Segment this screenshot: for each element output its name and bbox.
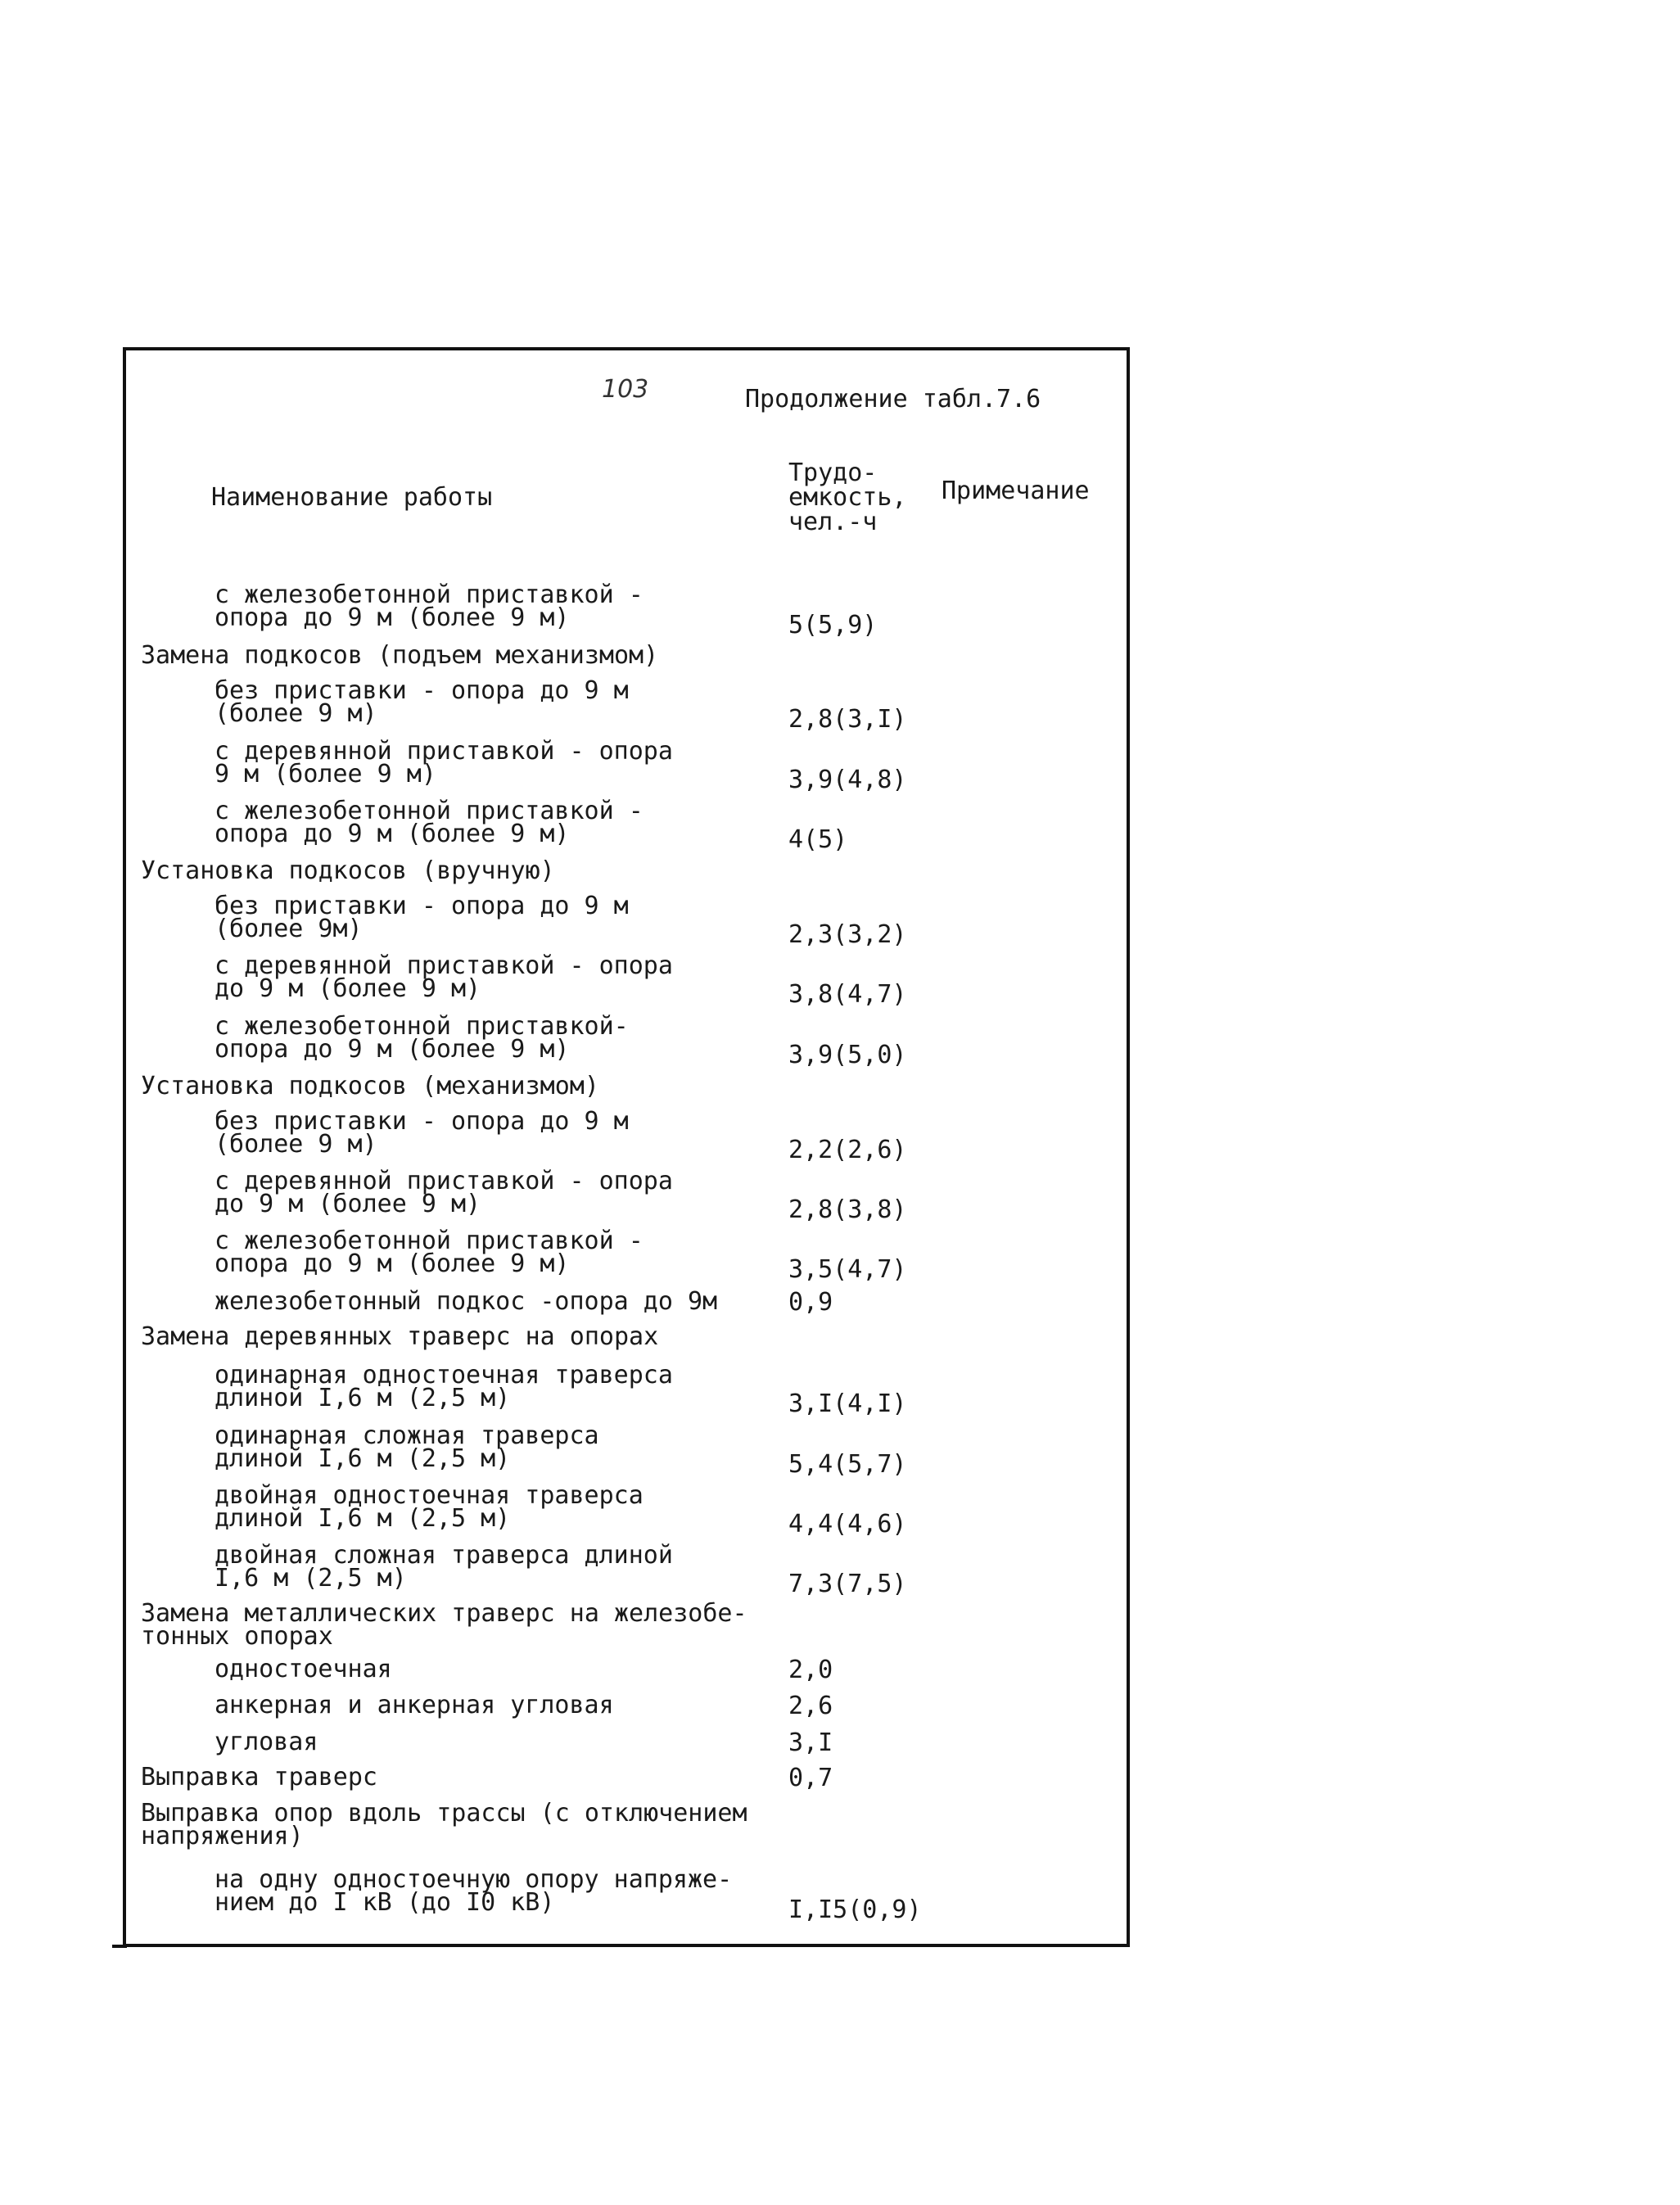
section-title: Установка подкосов (вручную) — [141, 856, 555, 885]
labor-value: 5,4(5,7) — [788, 1450, 907, 1479]
work-item-name: одностоечная — [215, 1655, 392, 1683]
header-labor: Трудо- емкость, чел.-ч — [788, 459, 907, 536]
section-title: Замена деревянных траверс на опорах — [141, 1322, 659, 1351]
labor-value: 2,6 — [788, 1692, 833, 1720]
work-item-name: без приставки - опора до 9 м (более 9 м) — [215, 676, 629, 728]
work-item-name: двойная одностоечная траверса длиной I,6 м (2,5 м) — [215, 1481, 644, 1533]
work-item-name: анкерная и анкерная угловая — [215, 1691, 614, 1719]
labor-value: 4(5) — [788, 825, 848, 854]
labor-value: 0,7 — [788, 1764, 833, 1792]
work-item-name: с деревянной приставкой - опора до 9 м (более 9 м) — [215, 1167, 673, 1218]
work-item-name: угловая — [215, 1728, 318, 1756]
work-item-name: одинарная сложная траверса длиной I,6 м (2,5 м) — [215, 1421, 599, 1473]
page-number: 103 — [602, 375, 649, 404]
work-item-name: с железобетонной приставкой - опора до 9 м (более 9 м) — [215, 797, 644, 848]
work-item-name: с железобетонной приставкой - опора до 9 м (более 9 м) — [215, 1227, 644, 1278]
header-note: Примечание — [942, 477, 1090, 505]
labor-value: 2,2(2,6) — [788, 1136, 907, 1164]
work-item-name: железобетонный подкос -опора до 9м — [215, 1287, 718, 1316]
labor-value: 7,3(7,5) — [788, 1570, 907, 1598]
work-item-name: с деревянной приставкой - опора до 9 м (более 9 м) — [215, 951, 673, 1003]
section-title: Замена металлических траверс на железобе- тонных опорах — [141, 1599, 747, 1651]
labor-value: 3,5(4,7) — [788, 1255, 907, 1284]
work-item-name: с железобетонной приставкой- опора до 9 м (более 9 м) — [215, 1012, 629, 1064]
labor-value: 3,I(4,I) — [788, 1389, 907, 1418]
labor-value: 3,9(4,8) — [788, 766, 907, 794]
section-title: Установка подкосов (механизмом) — [141, 1072, 599, 1100]
work-item-name: с железобетонной приставкой - опора до 9 м (более 9 м) — [215, 581, 644, 632]
labor-value: 4,4(4,6) — [788, 1510, 907, 1539]
work-item-name: на одну одностоечную опору напряже- нием до I кВ (до I0 кВ) — [215, 1865, 733, 1917]
labor-value: 2,8(3,8) — [788, 1195, 907, 1224]
labor-value: 2,0 — [788, 1656, 833, 1684]
labor-value: 3,9(5,0) — [788, 1041, 907, 1069]
work-item-name: с деревянной приставкой - опора 9 м (более 9 м) — [215, 737, 673, 788]
header-work-name: Наименование работы — [211, 483, 493, 512]
labor-value: 3,I — [788, 1728, 833, 1757]
section-title: Замена подкосов (подъем механизмом) — [141, 641, 659, 670]
work-item-name: одинарная одностоечная траверса длиной I,6 м (2,5 м) — [215, 1361, 673, 1412]
labor-value: 2,8(3,I) — [788, 705, 907, 734]
table-continuation-title: Продолжение табл.7.6 — [745, 385, 1041, 413]
labor-value: 0,9 — [788, 1288, 833, 1317]
labor-value: 5(5,9) — [788, 611, 878, 639]
labor-value: 3,8(4,7) — [788, 980, 907, 1009]
work-item-name: без приставки - опора до 9 м (более 9м) — [215, 892, 629, 943]
section-title: Выправка опор вдоль трассы (с отключением напряжения) — [141, 1799, 747, 1850]
section-title: Выправка траверс — [141, 1763, 377, 1792]
labor-value: 2,3(3,2) — [788, 920, 907, 949]
work-item-name: двойная сложная траверса длиной I,6 м (2,5 м) — [215, 1541, 673, 1593]
labor-value: I,I5(0,9) — [788, 1895, 922, 1924]
work-item-name: без приставки - опора до 9 м (более 9 м) — [215, 1107, 629, 1159]
